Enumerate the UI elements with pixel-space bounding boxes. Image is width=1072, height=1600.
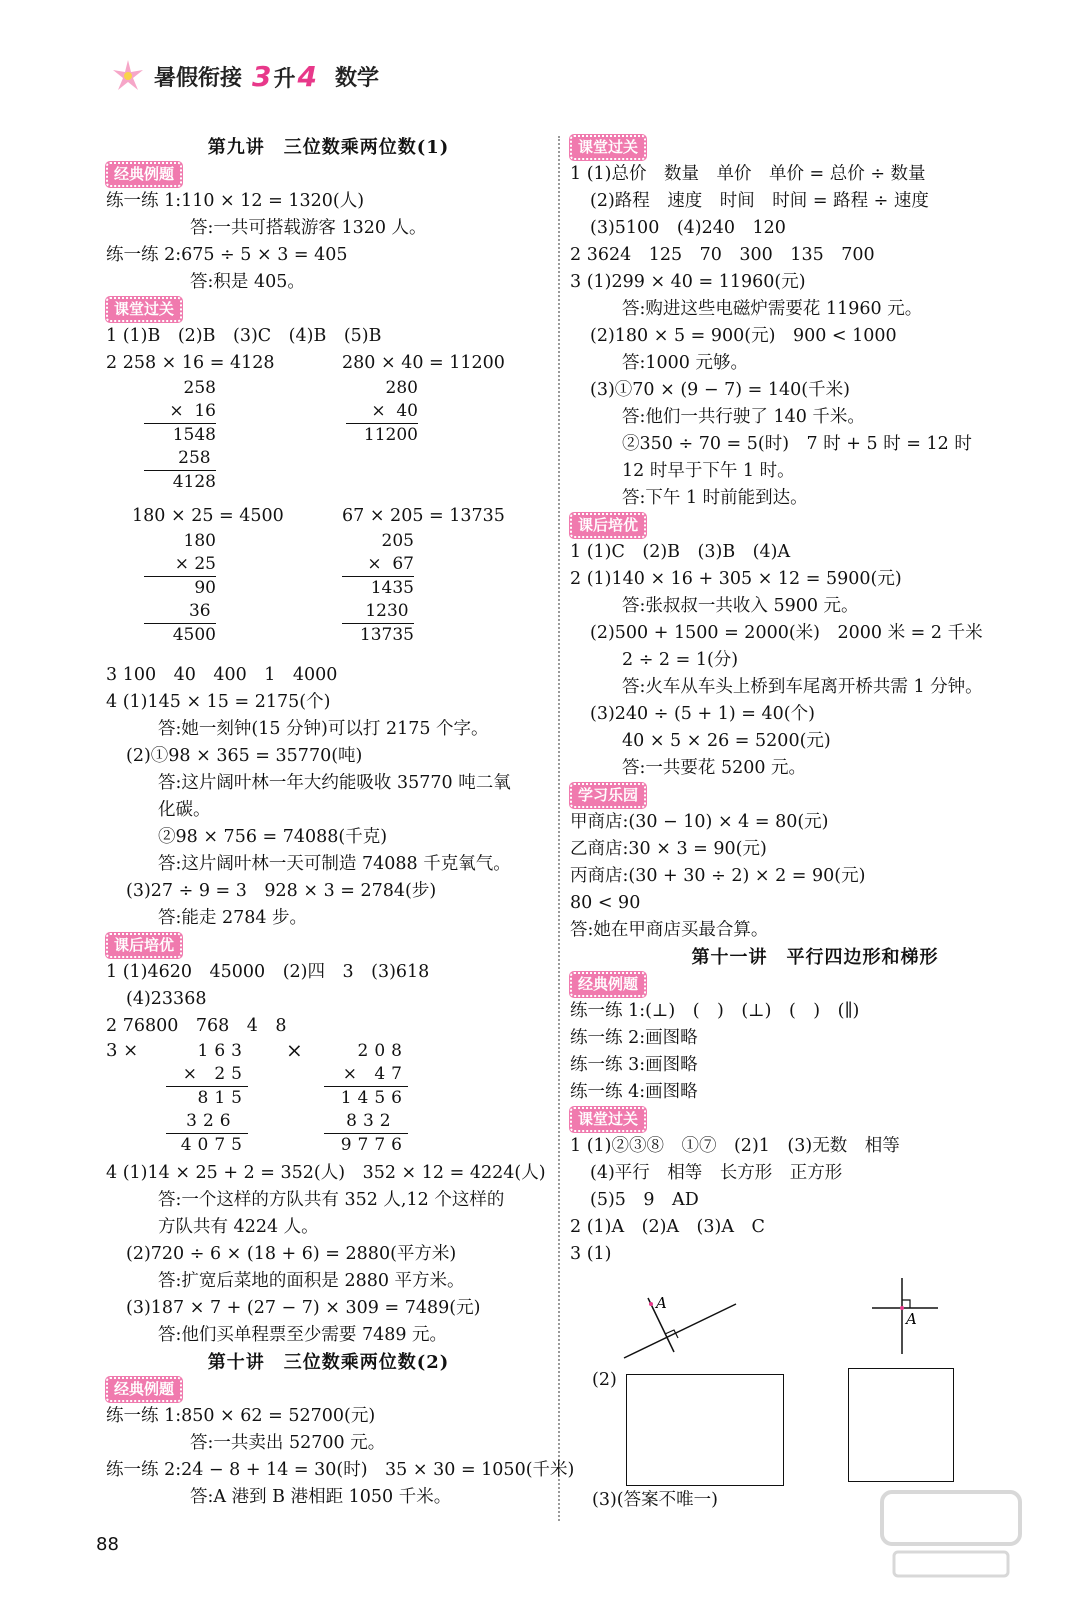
mark-wrong-label: 3 × [106,1040,139,1061]
answer-line: (2) [592,1370,617,1390]
vertical-multiplication: 163 × 25 815 326 4075 [166,1040,248,1157]
answer-line: 答:她一刻钟(15 分钟)可以打 2175 个字。 [158,719,489,739]
answer-line: 练一练 1:850 × 62 = 52700(元) [106,1406,376,1426]
answer-line: 答:扩宽后菜地的面积是 2880 平方米。 [158,1271,465,1291]
answer-line: 答:他们买单程票至少需要 7489 元。 [158,1325,448,1345]
answer-line: 3 100 40 400 1 4000 [106,665,338,685]
section-tag-classic-examples: 经典例题 [106,162,182,187]
answer-line: (2)720 ÷ 6 × (18 + 6) = 2880(平方米) [126,1244,457,1264]
answer-line: 答:积是 405。 [190,272,305,292]
answer-line: 练一练 4:画图略 [570,1082,698,1102]
answer-line: 答:1000 元够。 [622,353,748,373]
answer-line: (5)5 9 AD [590,1190,699,1210]
answer-line: 练一练 2:24 − 8 + 14 = 30(时) 35 × 30 = 1050(千米) [106,1460,575,1480]
answer-line: 2 76800 768 4 8 [106,1016,287,1036]
page-number: 88 [96,1534,119,1555]
answer-line: 练一练 3:画图略 [570,1055,698,1075]
answer-line: 乙商店:30 × 3 = 90(元) [570,839,767,859]
answer-line: 12 时早于下午 1 时。 [622,461,795,481]
answer-line: 3 (1)299 × 40 = 11960(元) [570,272,806,292]
answer-line: 答:购进这些电磁炉需要花 11960 元。 [622,299,923,319]
book-title: 暑假衔接 [154,65,243,91]
answer-line: 答:一共卖出 52700 元。 [190,1433,386,1453]
right-column [570,134,1020,1268]
section-tag-class-check: 课堂过关 [570,1107,646,1132]
answer-line: 练一练 2:画图略 [570,1028,698,1048]
answer-line: 1 (1)总价 数量 单价 单价 = 总价 ÷ 数量 [570,164,926,184]
answer-line: 方队共有 4224 人。 [158,1217,319,1237]
answer-line: 2 ÷ 2 = 1(分) [622,650,739,670]
answer-line [106,503,551,530]
answer-line: (3)187 × 7 + (27 − 7) × 309 = 7489(元) [126,1298,481,1318]
answer-line: 答:他们一共行驶了 140 千米。 [622,407,865,427]
equation: 2 258 × 16 = 4128 [106,353,275,373]
vertical-multiplication: 258 × 16 1548 258 4128 [144,377,216,494]
answer-line: 甲商店:(30 − 10) × 4 = 80(元) [570,812,829,832]
answer-line: 4 (1)145 × 15 = 2175(个) [106,692,331,712]
answer-line: 答:一个这样的方队共有 352 人,12 个这样的 [158,1190,505,1210]
vertical-multiplication: 208 × 47 1456 832 9776 [324,1040,408,1157]
answer-line: 丙商店:(30 + 30 ÷ 2) × 2 = 90(元) [570,866,866,886]
equation: 180 × 25 = 4500 [132,506,284,526]
answer-line: 4 (1)14 × 25 + 2 = 352(人) 352 × 12 = 4224(人) [106,1163,546,1183]
answer-line: 练一练 1:(⊥) ( ) (⊥) ( ) (∥) [570,1001,860,1021]
answer-line: 2 3624 125 70 300 135 700 [570,245,875,265]
answer-line: 答:她在甲商店买最合算。 [570,920,769,940]
answer-line: (2)180 × 5 = 900(元) 900 < 1000 [590,326,897,346]
answer-line: 答:能走 2784 步。 [158,908,308,928]
answer-line: (4)23368 [126,989,207,1009]
answer-line: (2)路程 速度 时间 时间 = 路程 ÷ 速度 [590,191,929,211]
lecture-10-title: 第十讲 三位数乘两位数(2) [207,1352,450,1373]
answer-line: 练一练 1:110 × 12 = 1320(人) [106,191,365,211]
answer-line: 2 (1)140 × 16 + 305 × 12 = 5900(元) [570,569,902,589]
answer-line [106,350,551,377]
rectangle-figure-1 [626,1374,784,1486]
answer-line: (2)500 + 1500 = 2000(米) 2000 米 = 2 千米 [590,623,983,643]
vertical-calc-group [106,1040,551,1160]
perpendicular-figure-2 [866,1278,946,1358]
answer-line: (2)①98 × 365 = 35770(吨) [126,746,363,766]
answer-line: (3)240 ÷ (5 + 1) = 40(个) [590,704,815,724]
answer-line: 1 (1)B (2)B (3)C (4)B (5)B [106,326,382,346]
answer-line: 答:一共可搭载游客 1320 人。 [190,218,427,238]
answer-line: 答:这片阔叶林一天可制造 74088 千克氧气。 [158,854,511,874]
answer-line: 1 (1)4620 45000 (2)四 3 (3)618 [106,962,430,982]
section-tag-classic-examples: 经典例题 [106,1377,182,1402]
answer-line: 3 (1) [570,1244,612,1264]
grade-label: 3升4 [252,59,317,93]
answer-line: 练一练 2:675 ÷ 5 × 3 = 405 [106,245,348,265]
vertical-multiplication: 180 × 25 90 36 4500 [144,530,216,647]
answer-line: 1 (1)C (2)B (3)B (4)A [570,542,791,562]
answer-line: (4)平行 相等 长方形 正方形 [590,1163,843,1183]
equation: 67 × 205 = 13735 [342,506,505,526]
vertical-calc-group [106,530,551,662]
equation: 280 × 40 = 11200 [342,353,505,373]
answer-line: ②98 × 756 = 74088(千克) [158,827,388,847]
answer-line: 80 < 90 [570,893,641,913]
section-tag-class-check: 课堂过关 [570,135,646,160]
answer-line: 答:A 港到 B 港相距 1050 千米。 [190,1487,452,1507]
answer-line: 答:这片阔叶林一年大约能吸收 35770 吨二氧 [158,773,511,793]
section-tag-learning-park: 学习乐园 [570,783,646,808]
svg-text:A: A [906,1310,917,1328]
subject-label: 数学 [335,65,380,91]
svg-text:A: A [656,1294,667,1312]
answer-line: 40 × 5 × 26 = 5200(元) [622,731,831,751]
answer-line: ②350 ÷ 70 = 5(时) 7 时 + 5 时 = 12 时 [622,434,972,454]
rectangle-figure-2 [848,1368,954,1482]
answer-line: 化碳。 [158,800,211,820]
answer-line: 答:张叔叔一共收入 5900 元。 [622,596,859,616]
answer-line: 答:下午 1 时前能到达。 [622,488,808,508]
answer-line: 2 (1)A (2)A (3)A C [570,1217,765,1237]
vertical-multiplication: 205 × 67 1435 1230 13735 [342,530,414,647]
answer-line: (3)(答案不唯一) [592,1490,718,1510]
section-tag-class-check: 课堂过关 [106,297,182,322]
wrong-mark: × [286,1038,303,1062]
lecture-11-title: 第十一讲 平行四边形和梯形 [691,947,939,968]
answer-line: (3)5100 (4)240 120 [590,218,786,238]
star-logo-icon [108,56,148,96]
watermark-logo-icon [876,1488,1026,1584]
column-divider [558,136,560,1521]
page-header [108,56,379,96]
answer-line: 1 (1)②③⑧ ①⑦ (2)1 (3)无数 相等 [570,1136,900,1156]
answer-line: 答:一共要花 5200 元。 [622,758,807,778]
vertical-multiplication: 280 × 40 11200 [346,377,418,447]
vertical-calc-group [106,377,551,503]
lecture-9-title: 第九讲 三位数乘两位数(1) [207,137,450,158]
perpendicular-figure-1 [616,1286,766,1366]
answer-line: 答:火车从车头上桥到车尾离开桥共需 1 分钟。 [622,677,983,697]
section-tag-after-class: 课后培优 [570,513,646,538]
answer-line: (3)27 ÷ 9 = 3 928 × 3 = 2784(步) [126,881,437,901]
answer-line: (3)①70 × (9 − 7) = 140(千米) [590,380,850,400]
left-column [106,134,575,1511]
section-tag-after-class: 课后培优 [106,933,182,958]
section-tag-classic-examples: 经典例题 [570,972,646,997]
